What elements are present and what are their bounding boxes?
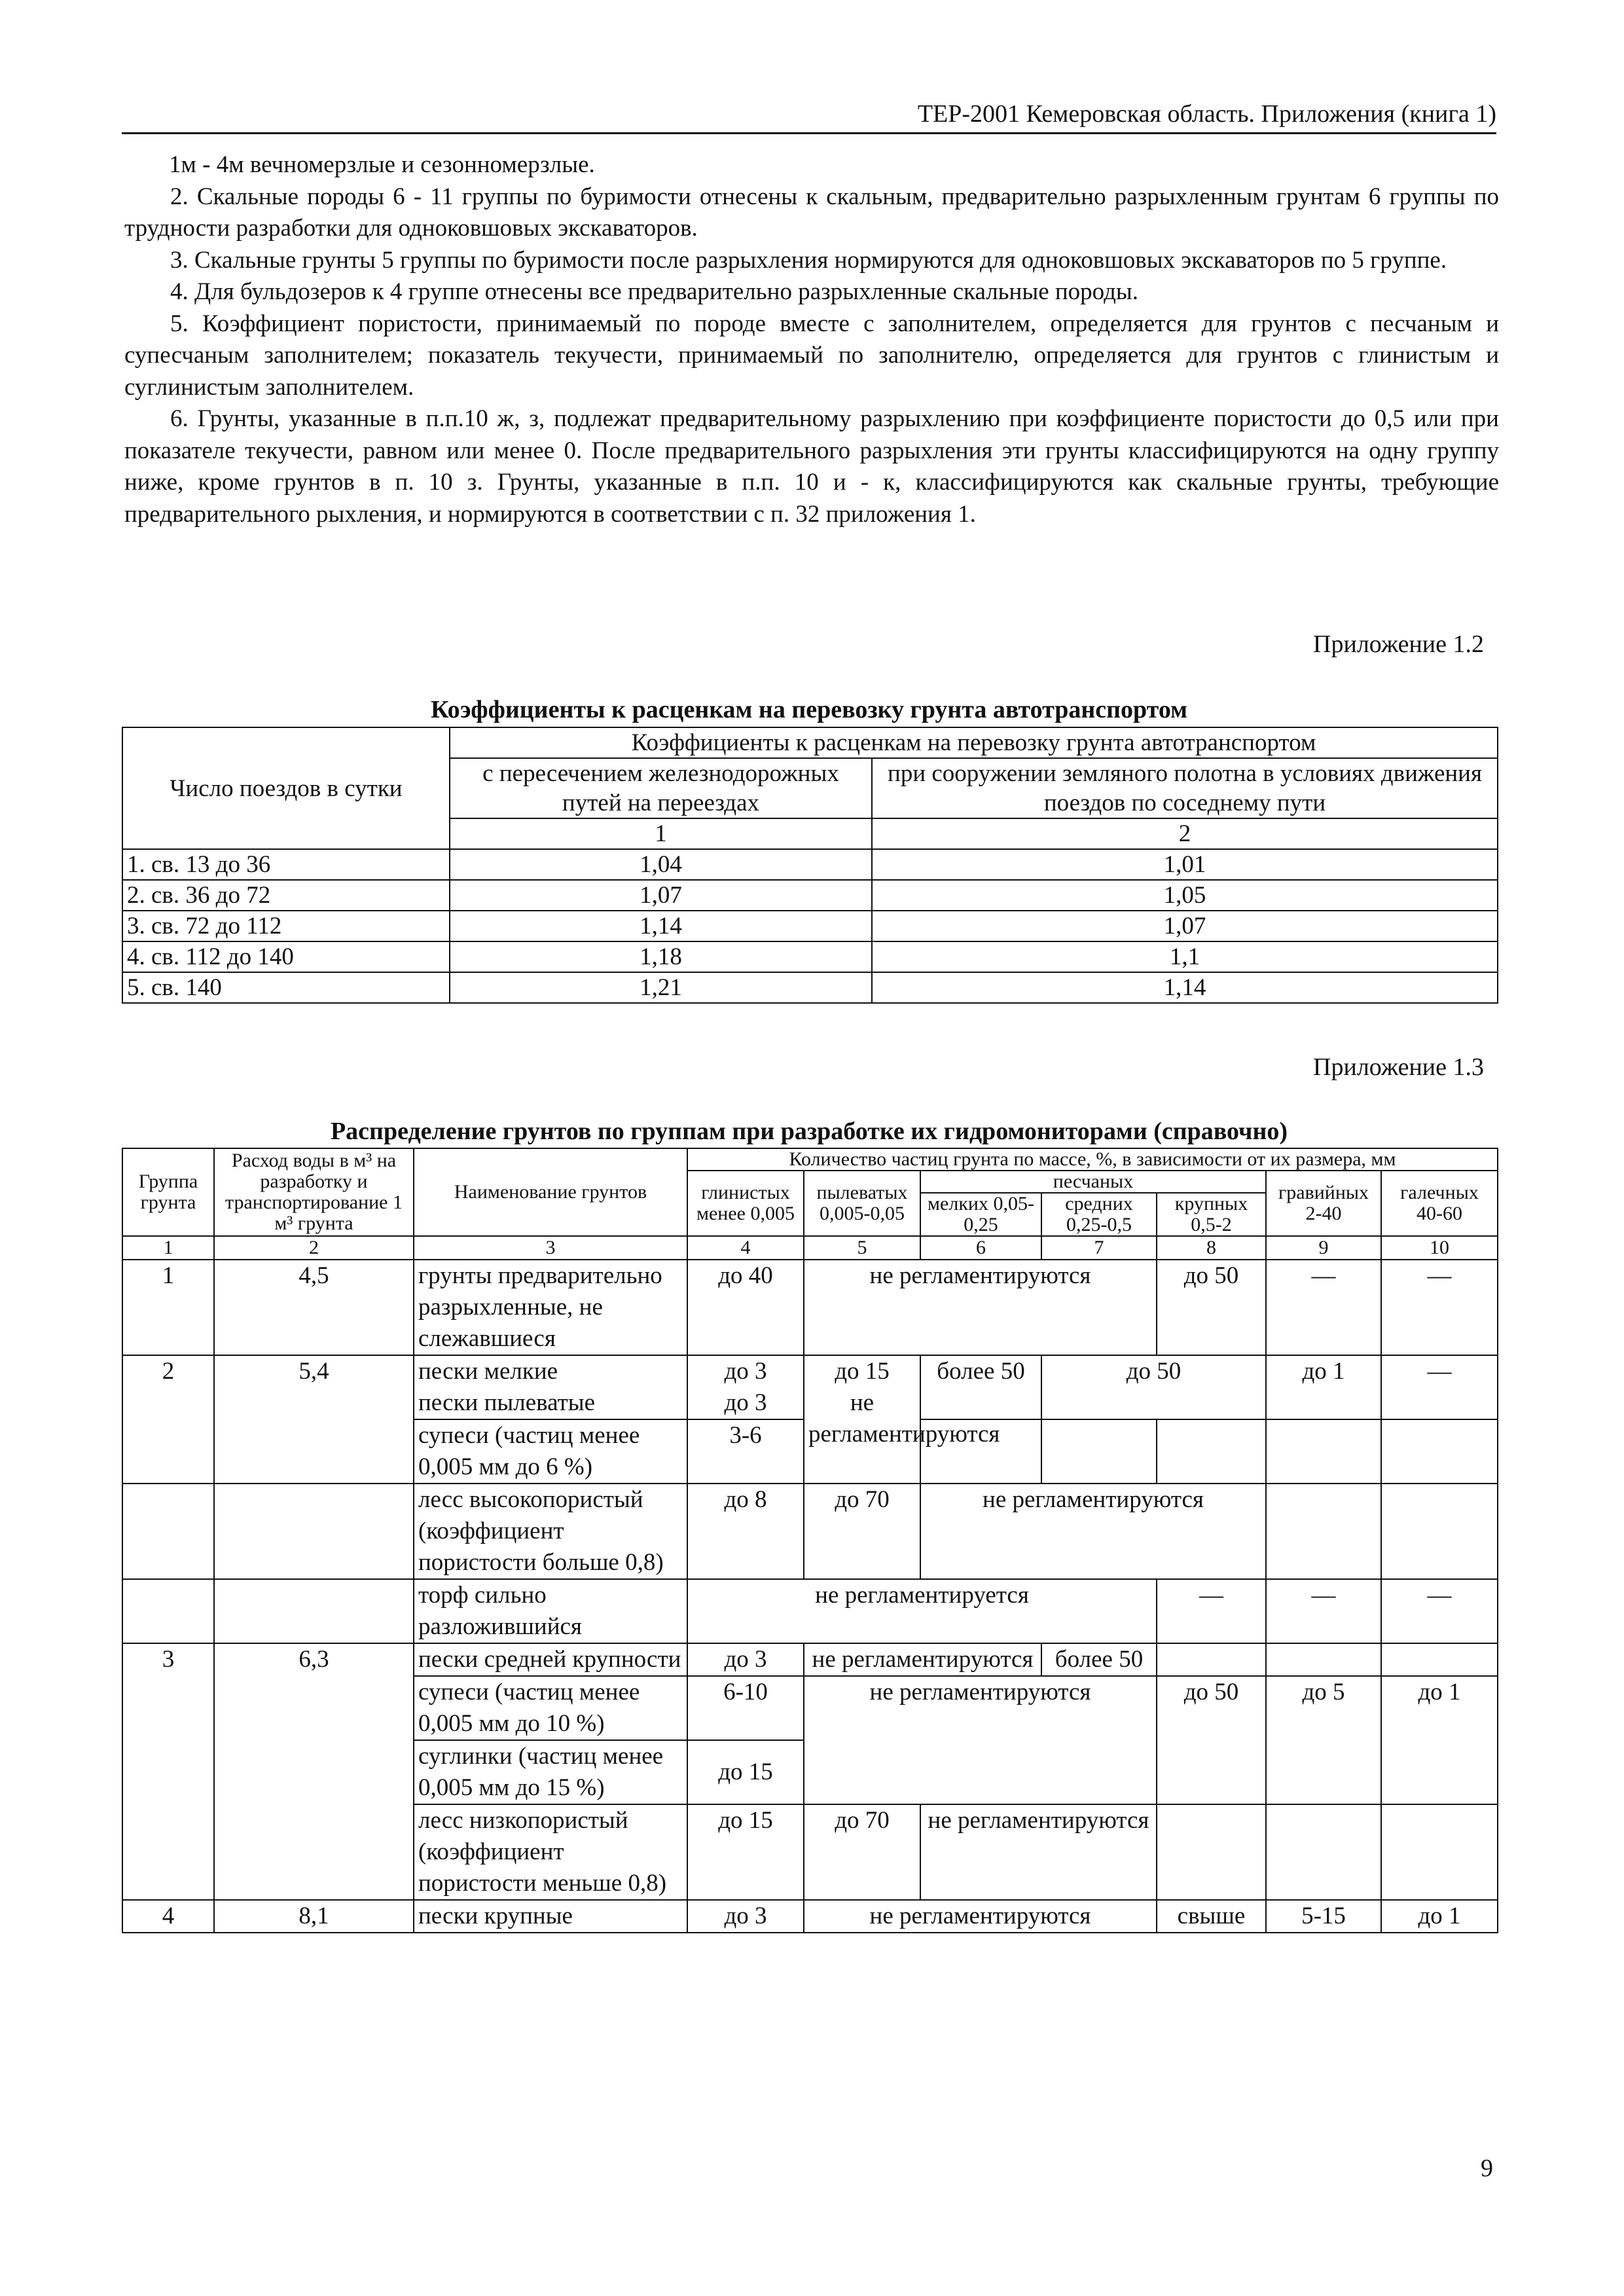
page-number: 9 xyxy=(1481,2155,1493,2182)
cell-empty xyxy=(1381,1804,1498,1900)
soil-name-line: пески мелкие xyxy=(418,1358,558,1385)
silt-line: до 15 xyxy=(835,1358,890,1385)
cell-group: 4 xyxy=(122,1900,214,1933)
cell-value: 1,18 xyxy=(450,941,872,972)
table-row xyxy=(122,849,1498,880)
cell-value: 1,14 xyxy=(872,972,1498,1003)
cell-value: 1,07 xyxy=(872,911,1498,941)
cell-empty xyxy=(1157,1419,1266,1484)
cell-soil-name: лесс высокопористый (коэффициент пористости больше 0,8) xyxy=(414,1484,687,1579)
running-header: ТЕР-2001 Кемеровская область. Приложения (книга 1) xyxy=(122,98,1496,134)
cell-empty xyxy=(1381,1643,1498,1676)
cell-silt: до 70 xyxy=(804,1484,920,1579)
cell-gravel: 5-15 xyxy=(1266,1900,1381,1933)
cell-empty xyxy=(214,1579,414,1643)
cell-soil-name: лесс низкопористый (коэффициент пористости меньше 0,8) xyxy=(414,1804,687,1900)
cell-pebble: — xyxy=(1381,1355,1498,1419)
cell-not-regulated: не регламентируются xyxy=(920,1484,1266,1579)
cell-clay xyxy=(687,1355,804,1419)
row-label: 5. св. 140 xyxy=(122,972,450,1003)
cell-clay: до 3 xyxy=(687,1900,804,1933)
h-clay: глинистых менее 0,005 xyxy=(687,1171,804,1236)
col-header-1: с пересечением железнодорожных путей на переездах xyxy=(450,758,872,818)
col-header-2: при сооружении земляного полотна в условиях движения поездов по соседнему пути xyxy=(872,758,1498,818)
column-numbers-row xyxy=(122,1236,1498,1260)
cell-empty xyxy=(214,1484,414,1579)
cell-clay: до 3 xyxy=(687,1643,804,1676)
cell-not-regulated: не регламентируются xyxy=(804,1260,1157,1355)
cell-water: 8,1 xyxy=(214,1900,414,1933)
cell-value: 1,21 xyxy=(450,972,872,1003)
cell-clay: до 40 xyxy=(687,1260,804,1355)
table-row xyxy=(122,941,1498,972)
cell-empty xyxy=(1266,1643,1381,1676)
cell-empty xyxy=(1266,1419,1381,1484)
note-paragraph: 6. Грунты, указанные в п.п.10 ж, з, подлежат предварительному разрыхлению при коэффициенте пористости до 0,5 или при показателе текучести, равном или менее 0. После предварительного разрыхления эти грунты классифицируются на одну группу ниже, кроме грунтов в п. 10 з. Грунты, указанные в п.п. 10 и - к, классифицируются как скальные грунты, требующие предварительного рыхления, и нормируются в соответствии с п. 32 приложения 1. xyxy=(124,405,1499,528)
note-paragraph: 5. Коэффициент пористости, принимаемый по породе вместе с заполнителем, определяется для грунтов с песчаным и супесчаным заполнителем; показатель текучести, принимаемый по заполнителю, определяется для грунтов с глинистым и суглинистым заполнителем. xyxy=(124,310,1499,401)
appendix-1-3-label: Приложение 1.3 xyxy=(1313,1053,1484,1081)
cell-water: 6,3 xyxy=(214,1643,414,1900)
cell-not-regulated: не регламентируются xyxy=(920,1804,1157,1900)
col-number: 5 xyxy=(804,1236,920,1260)
cell-clay: до 15 xyxy=(687,1740,804,1804)
row-label: 3. св. 72 до 112 xyxy=(122,911,450,941)
h-fine: мелких 0,05-0,25 xyxy=(920,1193,1041,1236)
row-label: 4. св. 112 до 140 xyxy=(122,941,450,972)
cell-fine: более 50 xyxy=(920,1355,1041,1419)
cell-gravel: — xyxy=(1266,1579,1381,1643)
note-paragraph: 2. Скальные породы 6 - 11 группы по буримости отнесены к скальным, предварительно разрыхленным грунтам 6 группы по трудности разработки для одноковшовых экскаваторов. xyxy=(124,183,1499,242)
cell-empty xyxy=(1381,1484,1498,1579)
col-header-group: Коэффициенты к расценкам на перевозку грунта автотранспортом xyxy=(450,727,1498,758)
table-row xyxy=(122,911,1498,941)
cell-soil-name: пески средней крупности xyxy=(414,1643,687,1676)
notes-block xyxy=(124,149,1499,530)
h-sand: песчаных xyxy=(920,1171,1266,1193)
cell-not-regulated: не регламентируются xyxy=(804,1676,1157,1804)
col-number-1: 1 xyxy=(450,818,872,849)
cell-medium-coarse: до 50 xyxy=(1041,1355,1266,1419)
not-regulated-line: не регламентируются xyxy=(808,1389,1000,1448)
h-pebble: галечных 40-60 xyxy=(1381,1171,1498,1236)
cell-pebble: до 1 xyxy=(1381,1676,1498,1804)
table-row xyxy=(122,1260,1498,1355)
table-row xyxy=(122,1484,1498,1579)
col-number: 3 xyxy=(414,1236,687,1260)
cell-empty xyxy=(1381,1419,1498,1484)
appendix-1-2-label: Приложение 1.2 xyxy=(1313,630,1484,658)
col-number: 4 xyxy=(687,1236,804,1260)
appendix-1-3-title: Распределение грунтов по группам при разработке их гидромониторами (справочно) xyxy=(330,1118,1288,1145)
cell-group: 2 xyxy=(122,1355,214,1484)
h-medium: средних 0,25-0,5 xyxy=(1041,1193,1157,1236)
col-number: 2 xyxy=(214,1236,414,1260)
table-row xyxy=(122,1643,1498,1676)
cell-pebble: — xyxy=(1381,1260,1498,1355)
cell-empty xyxy=(122,1484,214,1579)
cell-soil-name: грунты предварительно разрыхленные, не слежавшиеся xyxy=(414,1260,687,1355)
cell-group: 3 xyxy=(122,1643,214,1900)
cell-empty xyxy=(1157,1643,1266,1676)
cell-pebble: до 1 xyxy=(1381,1900,1498,1933)
cell-clay: 6-10 xyxy=(687,1676,804,1740)
cell-not-regulated: не регламентируются xyxy=(804,1643,1041,1676)
note-paragraph: 4. Для бульдозеров к 4 группе отнесены все предварительно разрыхленные скальные породы. xyxy=(170,278,1139,305)
h-group: Группа грунта xyxy=(122,1148,214,1236)
soil-groups-table xyxy=(122,1148,1498,1933)
cell-empty xyxy=(122,1579,214,1643)
col-number: 7 xyxy=(1041,1236,1157,1260)
cell-value: 1,05 xyxy=(872,880,1498,911)
cell-pebble: — xyxy=(1381,1579,1498,1643)
cell-soil-name xyxy=(414,1355,687,1419)
cell-water: 4,5 xyxy=(214,1260,414,1355)
cell-coarse: до 50 xyxy=(1157,1676,1266,1804)
cell-coarse: свыше xyxy=(1157,1900,1266,1933)
coefficients-table xyxy=(122,727,1498,1004)
col-number: 8 xyxy=(1157,1236,1266,1260)
h-count: Количество частиц грунта по массе, %, в зависимости от их размера, мм xyxy=(687,1148,1498,1171)
col-header-trains: Число поездов в сутки xyxy=(122,727,450,849)
cell-empty xyxy=(1041,1419,1157,1484)
cell-clay: до 15 xyxy=(687,1804,804,1900)
cell-medium: более 50 xyxy=(1041,1643,1157,1676)
cell-value: 1,07 xyxy=(450,880,872,911)
note-paragraph: 1м - 4м вечномерзлые и сезонномерзлые. xyxy=(169,151,595,178)
cell-soil-name: супеси (частиц менее 0,005 мм до 10 %) xyxy=(414,1676,687,1740)
row-label: 1. св. 13 до 36 xyxy=(122,849,450,880)
table-row xyxy=(122,972,1498,1003)
cell-water: 5,4 xyxy=(214,1355,414,1484)
cell-value: 1,1 xyxy=(872,941,1498,972)
cell-empty xyxy=(1266,1484,1381,1579)
h-gravel: гравийных 2-40 xyxy=(1266,1171,1381,1236)
clay-line: до 3 xyxy=(724,1358,767,1385)
table-row xyxy=(122,1900,1498,1933)
cell-soil-name: пески крупные xyxy=(414,1900,687,1933)
cell-clay: 3-6 xyxy=(687,1419,804,1484)
cell-not-regulated: не регламентируется xyxy=(687,1579,1157,1643)
col-number-2: 2 xyxy=(872,818,1498,849)
cell-soil-name: супеси (частиц менее 0,005 мм до 6 %) xyxy=(414,1419,687,1484)
col-number: 10 xyxy=(1381,1236,1498,1260)
table-row xyxy=(122,880,1498,911)
appendix-1-2-title: Коэффициенты к расценкам на перевозку грунта автотранспортом xyxy=(430,696,1187,723)
cell-gravel: до 1 xyxy=(1266,1355,1381,1419)
clay-line: до 3 xyxy=(724,1389,767,1416)
cell-gravel: — xyxy=(1266,1260,1381,1355)
cell-coarse: — xyxy=(1157,1579,1266,1643)
cell-empty xyxy=(1266,1804,1381,1900)
row-label: 2. св. 36 до 72 xyxy=(122,880,450,911)
cell-soil-name: суглинки (частиц менее 0,005 мм до 15 %) xyxy=(414,1740,687,1804)
soil-name-line: пески пылеватые xyxy=(418,1389,596,1416)
cell-soil-name: торф сильно разложившийся xyxy=(414,1579,687,1643)
col-number: 1 xyxy=(122,1236,214,1260)
h-coarse: крупных 0,5-2 xyxy=(1157,1193,1266,1236)
cell-empty xyxy=(1157,1804,1266,1900)
cell-not-regulated: не регламентируются xyxy=(804,1900,1157,1933)
cell-coarse: до 50 xyxy=(1157,1260,1266,1355)
cell-gravel: до 5 xyxy=(1266,1676,1381,1804)
cell-group: 1 xyxy=(122,1260,214,1355)
cell-value: 1,14 xyxy=(450,911,872,941)
table-row xyxy=(122,1355,1498,1419)
h-silt: пылеватых 0,005-0,05 xyxy=(804,1171,920,1236)
col-number: 9 xyxy=(1266,1236,1381,1260)
col-number: 6 xyxy=(920,1236,1041,1260)
cell-value: 1,01 xyxy=(872,849,1498,880)
cell-clay: до 8 xyxy=(687,1484,804,1579)
note-paragraph: 3. Скальные грунты 5 группы по буримости после разрыхления нормируются для одноковшовых экскаваторов по 5 группе. xyxy=(170,246,1447,274)
h-water: Расход воды в м³ на разработку и транспортирование 1 м³ грунта xyxy=(214,1148,414,1236)
cell-value: 1,04 xyxy=(450,849,872,880)
cell-silt: до 70 xyxy=(804,1804,920,1900)
table-row xyxy=(122,1579,1498,1643)
h-name: Наименование грунтов xyxy=(414,1148,687,1236)
